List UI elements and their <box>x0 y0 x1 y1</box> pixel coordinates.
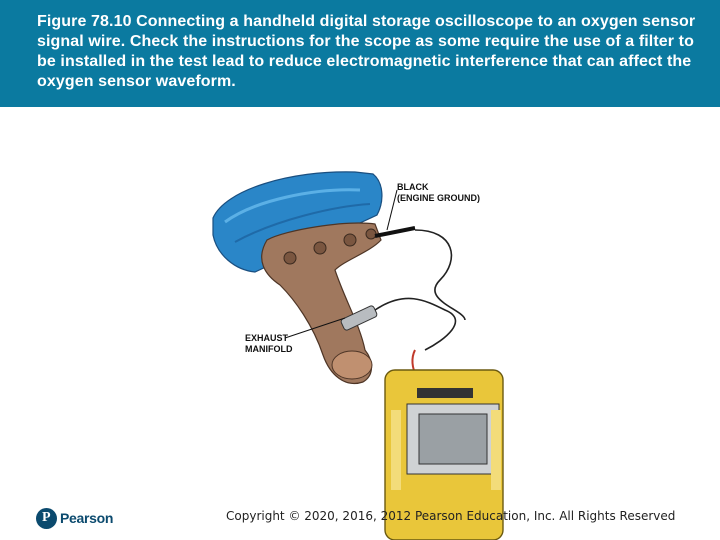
slide-title: Figure 78.10 Connecting a handheld digital storage oscilloscope to an oxygen sensor signal wire. Check the instructions for the scope as some require the use of a filter to be installed in the test lead to reduce electromagnetic interference that can affect the oxygen sensor waveform. <box>37 13 696 90</box>
callout-ground-line2: (ENGINE GROUND) <box>397 193 480 203</box>
slide-header <box>0 0 720 107</box>
callout-ground-line1: BLACK <box>397 182 429 192</box>
copyright-notice: Copyright © 2020, 2016, 2012 Pearson Education, Inc. All Rights Reserved <box>226 509 676 523</box>
callout-exhaust-manifold <box>245 333 293 355</box>
pearson-logo-mark <box>36 508 57 529</box>
callout-manifold-line2: MANIFOLD <box>245 344 293 354</box>
pearson-logo-letter: P <box>42 509 51 525</box>
pearson-logo-text: Pearson <box>60 510 114 526</box>
callout-engine-ground <box>397 182 480 204</box>
callout-manifold-line1: EXHAUST <box>245 333 289 343</box>
pearson-logo <box>36 505 113 531</box>
